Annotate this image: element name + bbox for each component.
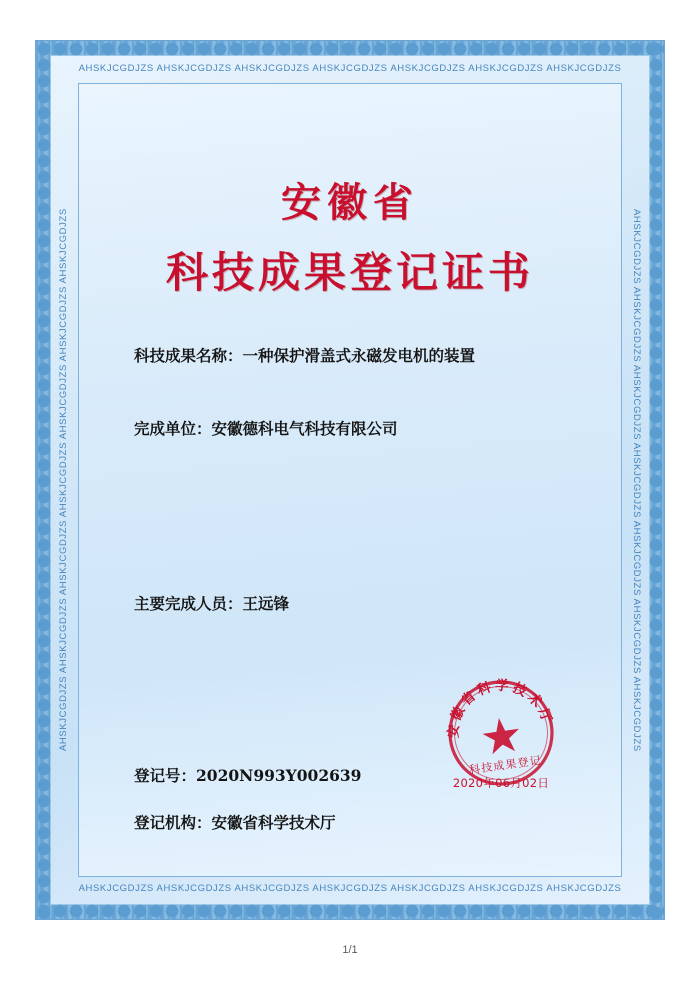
certificate-title-main: 科技成果登记证书 <box>165 248 534 297</box>
certificate-frame <box>35 40 665 920</box>
page-number: 1/1 <box>342 944 358 956</box>
certificate-content <box>96 101 604 859</box>
main-staff-value: 王远锋 <box>242 593 290 613</box>
registration-no-label: 登记号： <box>134 766 197 786</box>
achievement-name-value: 一种保护滑盖式永磁发电机的装置 <box>242 346 476 365</box>
registration-org-value: 安徽省科学技术厅 <box>211 813 336 833</box>
field-completion-unit <box>96 417 604 442</box>
certificate-title-province: 安徽省 <box>281 179 419 226</box>
guilloche-text-right: AHSKJCGDJZS AHSKJCGDJZS AHSKJCGDJZS AHSKJCGDJZS AHSKJCGDJZS AHSKJCGDJZS AHSKJCGDJZS <box>631 208 642 752</box>
field-registration-org <box>96 811 604 836</box>
achievement-name-label: 科技成果名称： <box>134 346 243 365</box>
guilloche-text-top: AHSKJCGDJZS AHSKJCGDJZS AHSKJCGDJZS AHSKJCGDJZS AHSKJCGDJZS AHSKJCGDJZS AHSKJCGDJZS <box>78 63 622 74</box>
main-staff-label: 主要完成人员： <box>134 593 243 613</box>
svg-text:安徽省科学技术厅: 安徽省科学技术厅 <box>445 677 556 739</box>
svg-text:科技成果登记: 科技成果登记 <box>468 753 543 777</box>
field-achievement-name <box>96 344 604 369</box>
guilloche-text-left: AHSKJCGDJZS AHSKJCGDJZS AHSKJCGDJZS AHSKJCGDJZS AHSKJCGDJZS AHSKJCGDJZS AHSKJCGDJZS <box>58 208 69 752</box>
field-main-staff <box>96 592 604 617</box>
registration-no-value: 2020N993Y002639 <box>196 766 362 786</box>
completion-unit-label: 完成单位： <box>134 418 212 438</box>
guilloche-text-bottom: AHSKJCGDJZS AHSKJCGDJZS AHSKJCGDJZS AHSKJCGDJZS AHSKJCGDJZS AHSKJCGDJZS AHSKJCGDJZS <box>78 883 622 894</box>
completion-unit-value: 安徽德科电气科技有限公司 <box>211 418 398 438</box>
seal-date: 2020年06月02日 <box>452 776 550 790</box>
official-seal <box>436 671 566 801</box>
registration-org-label: 登记机构： <box>134 813 212 833</box>
